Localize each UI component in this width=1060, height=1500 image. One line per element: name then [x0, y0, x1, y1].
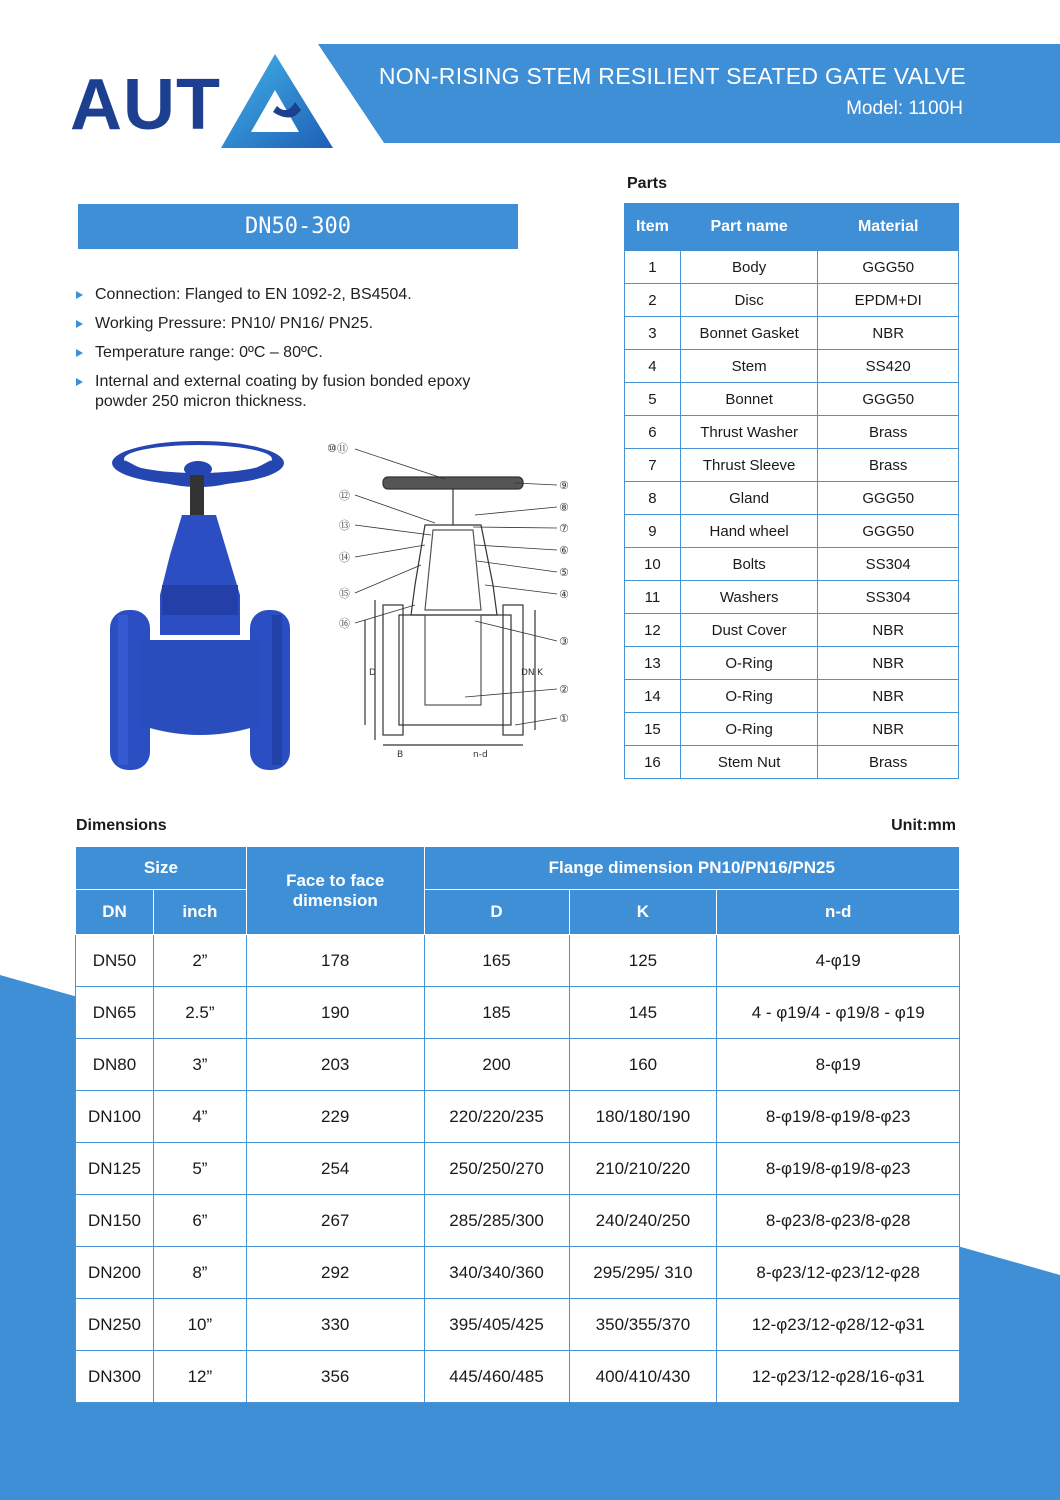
dims-header-size: Size	[76, 847, 247, 890]
part-material: Brass	[818, 449, 959, 482]
feature-text: Temperature range: 0ºC – 80ºC.	[95, 344, 323, 361]
part-name: O-Ring	[680, 647, 818, 680]
part-item: 2	[625, 284, 681, 317]
dim-k: 210/210/220	[569, 1143, 717, 1195]
dim-k: 400/410/430	[569, 1351, 717, 1403]
logo-text: AUT	[70, 65, 221, 145]
dim-nd: 8-φ23/8-φ23/8-φ28	[717, 1195, 960, 1247]
dim-dn: DN300	[76, 1351, 154, 1403]
part-name: Body	[680, 251, 818, 284]
triangle-bullet-icon	[76, 378, 83, 386]
part-material: SS304	[818, 548, 959, 581]
feature-text: Working Pressure: PN10/ PN16/ PN25.	[95, 315, 374, 332]
dim-inch: 2”	[153, 935, 246, 987]
triangle-bullet-icon	[76, 320, 83, 328]
part-material: Brass	[818, 746, 959, 779]
part-material: GGG50	[818, 251, 959, 284]
parts-row	[625, 548, 959, 581]
dim-label-dn: DN	[521, 668, 535, 678]
parts-row	[625, 284, 959, 317]
part-name: Stem	[680, 350, 818, 383]
part-name: Gland	[680, 482, 818, 515]
dims-header-inch: inch	[153, 890, 246, 935]
dim-d: 165	[424, 935, 569, 987]
dim-k: 145	[569, 987, 717, 1039]
parts-row	[625, 515, 959, 548]
parts-row	[625, 317, 959, 350]
parts-header-row	[625, 204, 959, 251]
feature-text: Connection: Flanged to EN 1092-2, BS4504.	[95, 286, 412, 303]
dim-nd: 8-φ19	[717, 1039, 960, 1091]
part-name: Washers	[680, 581, 818, 614]
dims-header-row-2	[76, 890, 960, 935]
part-item: 5	[625, 383, 681, 416]
part-item: 1	[625, 251, 681, 284]
drawing-label: ⑥	[559, 544, 569, 557]
dimensions-title: Dimensions	[76, 817, 167, 834]
dim-k: 125	[569, 935, 717, 987]
part-name: Dust Cover	[680, 614, 818, 647]
feature-text: Internal and external coating by fusion bonded epoxy powder 250 micron thickness.	[95, 373, 471, 410]
product-title: NON-RISING STEM RESILIENT SEATED GATE VALVE	[378, 63, 966, 89]
drawing-label: ⑤	[559, 566, 569, 579]
part-item: 8	[625, 482, 681, 515]
gate-valve-photo	[100, 435, 300, 775]
part-material: EPDM+DI	[818, 284, 959, 317]
dims-row	[76, 1195, 960, 1247]
part-material: GGG50	[818, 482, 959, 515]
dim-d: 395/405/425	[424, 1299, 569, 1351]
part-name: Bonnet Gasket	[680, 317, 818, 350]
dims-header-face-to-face: Face to face dimension	[246, 847, 424, 935]
dim-inch: 10”	[153, 1299, 246, 1351]
dim-ftf: 356	[246, 1351, 424, 1403]
dim-inch: 2.5”	[153, 987, 246, 1039]
brand-logo	[70, 50, 337, 160]
dim-dn: DN65	[76, 987, 154, 1039]
drawing-label: ③	[559, 635, 569, 648]
part-item: 9	[625, 515, 681, 548]
part-material: GGG50	[818, 515, 959, 548]
drawing-label: ⑨	[559, 479, 569, 492]
dim-dn: DN250	[76, 1299, 154, 1351]
feature-item	[76, 343, 496, 363]
parts-row	[625, 581, 959, 614]
part-item: 3	[625, 317, 681, 350]
part-item: 7	[625, 449, 681, 482]
dims-row	[76, 987, 960, 1039]
dim-inch: 8”	[153, 1247, 246, 1299]
dim-inch: 3”	[153, 1039, 246, 1091]
dim-ftf: 267	[246, 1195, 424, 1247]
dims-row	[76, 1247, 960, 1299]
dim-dn: DN150	[76, 1195, 154, 1247]
drawing-label: ⑦	[559, 522, 569, 535]
part-material: NBR	[818, 647, 959, 680]
part-item: 16	[625, 746, 681, 779]
dim-nd: 8-φ19/8-φ19/8-φ23	[717, 1143, 960, 1195]
dim-ftf: 330	[246, 1299, 424, 1351]
part-name: Thrust Washer	[680, 416, 818, 449]
dim-label-b: B	[397, 750, 404, 760]
dims-row	[76, 1091, 960, 1143]
drawing-label: ⑩⑪	[327, 442, 348, 455]
part-material: SS420	[818, 350, 959, 383]
drawing-label: ⑮	[339, 587, 350, 600]
part-item: 6	[625, 416, 681, 449]
part-material: Brass	[818, 416, 959, 449]
dim-ftf: 190	[246, 987, 424, 1039]
triangle-bullet-icon	[76, 291, 83, 299]
parts-row	[625, 614, 959, 647]
dim-ftf: 229	[246, 1091, 424, 1143]
dims-header-flange: Flange dimension PN10/PN16/PN25	[424, 847, 959, 890]
feature-list	[76, 285, 496, 421]
part-material: NBR	[818, 317, 959, 350]
dims-row	[76, 1351, 960, 1403]
part-item: 13	[625, 647, 681, 680]
dim-dn: DN200	[76, 1247, 154, 1299]
parts-header-part-name: Part name	[680, 204, 818, 251]
dim-ftf: 292	[246, 1247, 424, 1299]
triangle-bullet-icon	[76, 349, 83, 357]
drawing-label: ⑫	[339, 489, 350, 502]
parts-row	[625, 680, 959, 713]
part-item: 11	[625, 581, 681, 614]
part-material: NBR	[818, 713, 959, 746]
model-number: Model: 1100H	[846, 98, 963, 119]
dim-ftf: 203	[246, 1039, 424, 1091]
dims-row	[76, 1143, 960, 1195]
dim-ftf: 254	[246, 1143, 424, 1195]
drawing-label: ⑯	[339, 617, 350, 630]
dim-d: 340/340/360	[424, 1247, 569, 1299]
dim-inch: 6”	[153, 1195, 246, 1247]
dim-inch: 12”	[153, 1351, 246, 1403]
feature-item	[76, 285, 496, 305]
dim-nd: 4 - φ19/4 - φ19/8 - φ19	[717, 987, 960, 1039]
parts-row	[625, 449, 959, 482]
parts-row	[625, 416, 959, 449]
dim-label-nd: n-d	[473, 750, 488, 760]
logo-triangle-icon	[217, 50, 337, 160]
parts-header-material: Material	[818, 204, 959, 251]
parts-row	[625, 251, 959, 284]
valve-cross-section-drawing	[325, 435, 585, 765]
feature-item	[76, 314, 496, 334]
dim-d: 220/220/235	[424, 1091, 569, 1143]
dim-inch: 5”	[153, 1143, 246, 1195]
dn-range-banner: DN50-300	[78, 204, 518, 249]
dim-k: 295/295/ 310	[569, 1247, 717, 1299]
part-item: 14	[625, 680, 681, 713]
part-material: SS304	[818, 581, 959, 614]
dim-d: 285/285/300	[424, 1195, 569, 1247]
part-material: NBR	[818, 614, 959, 647]
drawing-label: ④	[559, 588, 569, 601]
dims-header-nd: n-d	[717, 890, 960, 935]
dim-k: 180/180/190	[569, 1091, 717, 1143]
dims-row	[76, 935, 960, 987]
parts-row	[625, 713, 959, 746]
drawing-label: ②	[559, 683, 569, 696]
part-name: Thrust Sleeve	[680, 449, 818, 482]
parts-row	[625, 746, 959, 779]
drawing-label: ⑭	[339, 551, 350, 564]
parts-row	[625, 383, 959, 416]
parts-row	[625, 647, 959, 680]
parts-header-item: Item	[625, 204, 681, 251]
dim-k: 160	[569, 1039, 717, 1091]
part-name: O-Ring	[680, 713, 818, 746]
part-item: 4	[625, 350, 681, 383]
dimensions-table	[75, 846, 960, 1403]
dim-ftf: 178	[246, 935, 424, 987]
dim-d: 185	[424, 987, 569, 1039]
dim-k: 350/355/370	[569, 1299, 717, 1351]
drawing-label: ⑧	[559, 501, 569, 514]
dim-inch: 4”	[153, 1091, 246, 1143]
parts-table	[624, 203, 959, 779]
dim-dn: DN50	[76, 935, 154, 987]
dim-d: 445/460/485	[424, 1351, 569, 1403]
dims-header-d: D	[424, 890, 569, 935]
part-name: Disc	[680, 284, 818, 317]
dim-nd: 12-φ23/12-φ28/16-φ31	[717, 1351, 960, 1403]
parts-row	[625, 350, 959, 383]
dim-d: 250/250/270	[424, 1143, 569, 1195]
part-item: 10	[625, 548, 681, 581]
part-name: Hand wheel	[680, 515, 818, 548]
dim-dn: DN125	[76, 1143, 154, 1195]
dim-dn: DN100	[76, 1091, 154, 1143]
part-material: GGG50	[818, 383, 959, 416]
dim-label-d: D	[369, 668, 376, 678]
parts-row	[625, 482, 959, 515]
dims-row	[76, 1299, 960, 1351]
dims-header-row-1	[76, 847, 960, 890]
dims-header-dn: DN	[76, 890, 154, 935]
dim-nd: 8-φ19/8-φ19/8-φ23	[717, 1091, 960, 1143]
dim-label-k: K	[537, 668, 543, 678]
unit-label: Unit:mm	[891, 817, 956, 834]
dim-nd: 8-φ23/12-φ23/12-φ28	[717, 1247, 960, 1299]
part-item: 15	[625, 713, 681, 746]
part-item: 12	[625, 614, 681, 647]
dim-nd: 12-φ23/12-φ28/12-φ31	[717, 1299, 960, 1351]
feature-item	[76, 372, 496, 412]
drawing-label: ①	[559, 712, 569, 725]
dims-row	[76, 1039, 960, 1091]
part-name: Bolts	[680, 548, 818, 581]
part-name: Bonnet	[680, 383, 818, 416]
dims-header-k: K	[569, 890, 717, 935]
dim-dn: DN80	[76, 1039, 154, 1091]
dim-d: 200	[424, 1039, 569, 1091]
parts-title: Parts	[627, 175, 668, 192]
drawing-label: ⑬	[339, 519, 350, 532]
part-name: Stem Nut	[680, 746, 818, 779]
part-name: O-Ring	[680, 680, 818, 713]
dim-k: 240/240/250	[569, 1195, 717, 1247]
dim-nd: 4-φ19	[717, 935, 960, 987]
part-material: NBR	[818, 680, 959, 713]
